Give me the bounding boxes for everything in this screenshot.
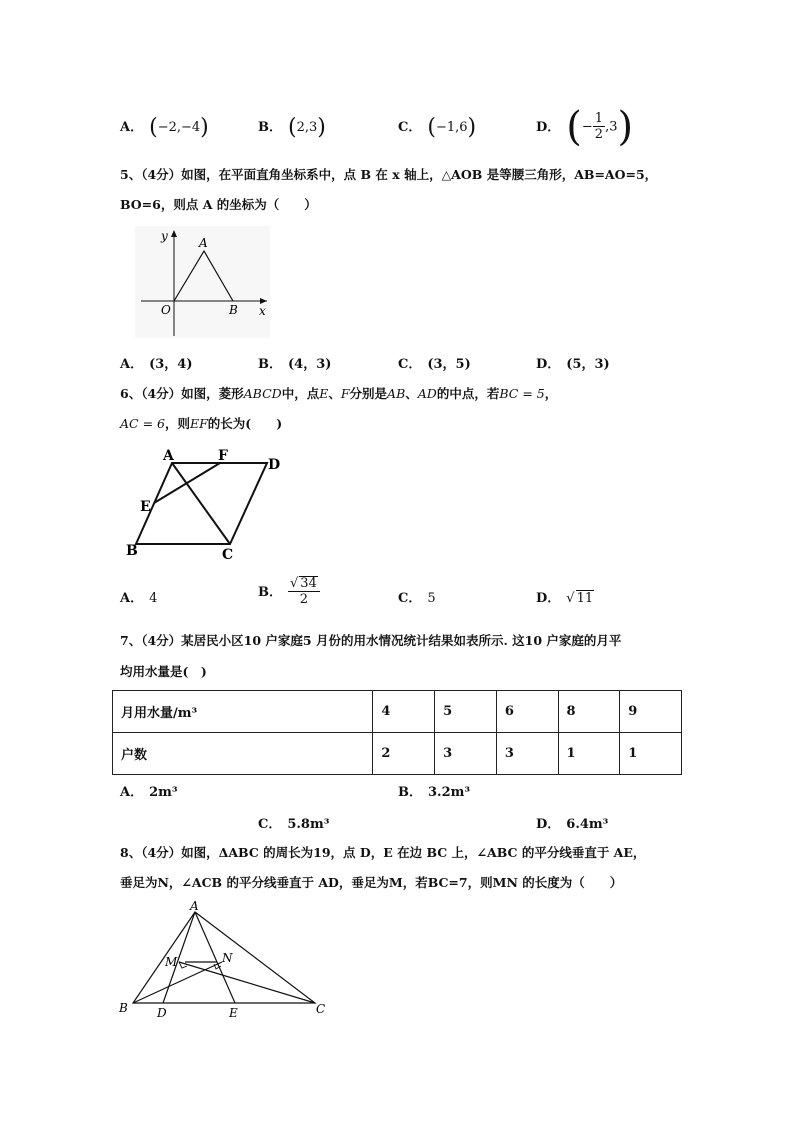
q6-option-d[interactable] (536, 587, 594, 606)
option-value: −2,−4 (157, 120, 201, 135)
label-a: A (190, 900, 199, 913)
text: 6、（4分）如图，菱形 (120, 386, 244, 401)
label-d: D (268, 457, 281, 473)
math: AD (417, 386, 437, 401)
math: BC = 5 (499, 386, 545, 401)
label-d: D (157, 1006, 167, 1020)
label-a: A (199, 236, 208, 250)
bisector-cm (179, 962, 315, 1003)
q5-figure (135, 226, 275, 341)
math: AB (387, 386, 406, 401)
q7-option-a[interactable] (120, 781, 178, 800)
table-cell: 3 (496, 733, 558, 775)
q5-option-d[interactable] (536, 353, 610, 372)
option-letter: B． (258, 120, 282, 135)
option-letter: C． (398, 120, 422, 135)
q4-option-c[interactable]: C． (−1,6) (398, 115, 477, 140)
text: 的中点，若 (436, 386, 500, 401)
label-b: B (126, 543, 138, 559)
table-cell: 6 (496, 691, 558, 733)
radicand: 34 (300, 576, 317, 591)
option-value: 2,3 (296, 120, 318, 135)
q6-figure (120, 445, 295, 565)
label-f: F (218, 448, 228, 464)
table-row (113, 733, 682, 775)
q7-option-c[interactable] (258, 813, 329, 832)
label-e: E (229, 1006, 238, 1020)
option-value: (4，3) (288, 357, 332, 372)
q6-stem-line2 (120, 409, 282, 439)
denominator: 2 (594, 126, 604, 142)
math: E (319, 386, 329, 401)
option-value: 2m³ (149, 785, 178, 800)
table-cell: 4 (373, 691, 435, 733)
option-value: 5.8m³ (287, 817, 330, 832)
label-b: B (119, 1001, 128, 1015)
label-y: y (161, 229, 168, 243)
q7-option-d[interactable] (536, 813, 608, 832)
radicand: 11 (576, 591, 594, 606)
label-b: B (229, 303, 238, 317)
option-letter: A． (120, 120, 144, 135)
q6-option-a[interactable] (120, 587, 157, 606)
fraction (288, 576, 320, 608)
option-letter: C． (398, 591, 422, 606)
option-letter: C． (258, 817, 282, 832)
sqrt-expression: √ 11 (566, 591, 594, 606)
text: ， (544, 386, 558, 401)
option-letter: C． (398, 357, 422, 372)
table-row (113, 691, 682, 733)
q6-stem-line1 (120, 379, 557, 409)
q7-data-table (112, 690, 682, 775)
label-o: O (161, 303, 171, 317)
math: ABCD (243, 386, 282, 401)
label-c: C (316, 1002, 326, 1016)
option-value: 3.2m³ (428, 785, 471, 800)
option-letter: B． (258, 584, 282, 600)
table-cell: 5 (435, 691, 497, 733)
text: 的长为( ) (207, 416, 283, 431)
option-value: (5，3) (566, 357, 610, 372)
label-c: C (222, 547, 234, 563)
table-header-cell: 户数 (113, 733, 373, 775)
table-cell: 2 (373, 733, 435, 775)
q5-option-a[interactable] (120, 353, 193, 372)
math: EF (189, 416, 208, 431)
option-value: 5 (427, 591, 436, 606)
option-value: ,3 (605, 119, 618, 135)
option-value: (3，5) (427, 357, 471, 372)
option-letter: D． (536, 119, 561, 135)
fraction (593, 112, 605, 143)
q4-option-d[interactable]: D． (− $\frac{1}{2}$ ,3) (536, 104, 634, 150)
option-neg: − (581, 119, 593, 135)
label-x: x (259, 304, 266, 318)
q5-stem-line1: 5、（4分）如图，在平面直角坐标系中，点 B 在 x 轴上，△AOB 是等腰三角形，AB=AO=5， (120, 167, 658, 182)
q4-option-a[interactable]: A． (−2,−4) (120, 115, 209, 140)
table-cell: 9 (620, 691, 682, 733)
table-cell: 1 (558, 733, 620, 775)
option-letter: A． (120, 357, 144, 372)
math: AC = 6 (120, 416, 165, 431)
q4-option-b[interactable]: B． (2,3) (258, 115, 326, 140)
label-e: E (140, 499, 151, 515)
q5-option-c[interactable] (398, 353, 471, 372)
q5-stem-line2: BO=6，则点 A 的坐标为（ ） (120, 197, 317, 212)
label-m: M (165, 955, 178, 969)
q6-option-c[interactable] (398, 587, 436, 606)
label-a: A (163, 448, 174, 464)
denominator: 2 (299, 592, 309, 607)
q7-option-b[interactable] (398, 781, 470, 800)
numerator: 1 (594, 110, 604, 126)
option-value: 6.4m³ (566, 817, 609, 832)
table-cell: 3 (435, 733, 497, 775)
option-letter: B． (398, 785, 422, 800)
option-letter: D． (536, 817, 561, 832)
text: 中，点 (281, 386, 320, 401)
label-n: N (222, 951, 233, 965)
table-cell: 1 (620, 733, 682, 775)
numerator: √ 34 (288, 576, 320, 592)
option-letter: B． (258, 357, 282, 372)
q5-option-b[interactable] (258, 353, 331, 372)
text: 分别是 (349, 386, 388, 401)
q7-stem-line2: 均用水量是( ) (120, 664, 207, 679)
q8-stem-line1: 8、（4分）如图，ΔABC 的周长为19，点 D，E 在边 BC 上，∠ABC 的平分线垂直于 AE， (120, 845, 646, 860)
q7-stem-line1: 7、（4分）某居民小区10 户家庭5 月份的用水情况统计结果如表所示. 这10 户家庭的月平 (120, 633, 622, 648)
option-letter: D． (536, 357, 561, 372)
option-letter: D． (536, 591, 561, 606)
option-letter: A． (120, 591, 144, 606)
text: 、 (405, 386, 418, 401)
option-letter: A． (120, 785, 144, 800)
text: 、 (328, 386, 341, 401)
option-value: −1,6 (435, 120, 468, 135)
option-value: (3，4) (149, 357, 193, 372)
table-header-cell: 月用水量/m³ (113, 691, 373, 733)
math: F (340, 386, 350, 401)
table-cell: 8 (558, 691, 620, 733)
text: ，则 (164, 416, 190, 431)
q8-figure (115, 900, 335, 1025)
option-value: 4 (149, 591, 158, 606)
q6-option-b[interactable] (258, 576, 320, 608)
q8-stem-line2: 垂足为N，∠ACB 的平分线垂直于 AD，垂足为M，若BC=7，则MN 的长度为（ ） (120, 875, 623, 890)
